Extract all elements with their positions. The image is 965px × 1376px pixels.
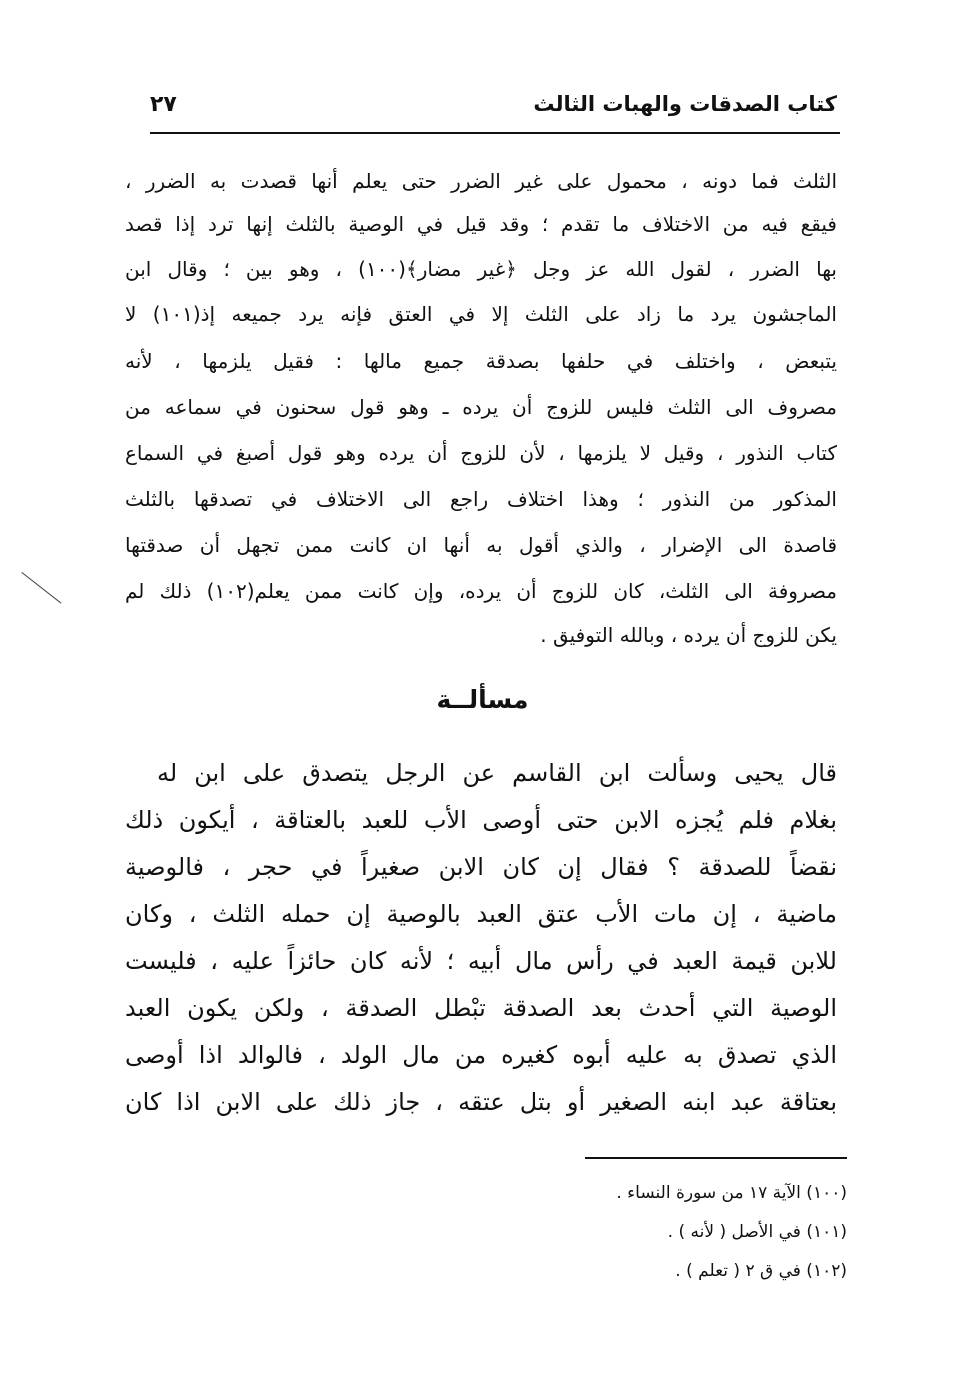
text-line: الثلث فما دونه ، محمول على غير الضرر حتى يعلم أنها قصدت به الضرر ،: [125, 169, 837, 193]
text-line: مصروفة الى الثلث، كان للزوج أن يرده، وإن كانت ممن يعلم(١٠٢) ذلك لم: [125, 579, 837, 603]
text-line: يكن للزوج أن يرده ، وبالله التوفيق .: [540, 623, 837, 647]
text-line: مصروف الى الثلث فليس للزوج أن يرده ـ وهو قول سحنون في سماعه من: [125, 395, 837, 419]
text-line: المذكور من النذور ؛ وهذا اختلاف راجع الى الاختلاف في تصدقها بالثلث: [125, 487, 837, 511]
text-line: بغلام فلم يُجزه الابن حتى أوصى الأب للعبد بالعتاقة ، أيكون ذلك: [125, 806, 837, 834]
text-line: ماضية ، إن مات الأب عتق العبد بالوصية إن حمله الثلث ، وكان: [125, 900, 837, 928]
text-line: الذي تصدق به عليه أبوه كغيره من مال الولد ، فالوالد اذا أوصى: [125, 1041, 837, 1069]
text-line: فيقع فيه من الاختلاف ما تقدم ؛ وقد قيل في الوصية بالثلث إنها ترد إذا قصد: [125, 212, 837, 236]
text-line: كتاب النذور ، وقيل لا يلزمها ، لأن للزوج أن يرده وهو قول أصبغ في السماع: [125, 441, 837, 465]
running-header-title: كتاب الصدقات والهبات الثالث: [533, 92, 837, 116]
text-line: قال يحيى وسألت ابن القاسم عن الرجل يتصدق على ابن له: [157, 759, 837, 787]
text-line: بها الضرر ، لقول الله عز وجل ﴿غير مضار﴾(١٠٠) ، وهو بين ؛ وقال ابن: [125, 257, 837, 281]
footnote-101: (١٠١) في الأصل ( لأنه ) .: [667, 1222, 847, 1242]
text-line: يتبعض ، واختلف في حلفها بصدقة جميع مالها : فقيل يلزمها ، لأنه: [125, 349, 837, 373]
text-line: الماجشون يرد ما زاد على الثلث إلا في العتق فإنه يرد جميعه إذ(١٠١) لا: [125, 302, 837, 326]
text-line: قاصدة الى الإضرار ، والذي أقول به أنها ان كانت ممن تجهل أن صدقتها: [125, 533, 837, 557]
page-number: ٢٧: [150, 92, 177, 117]
section-heading: مسألــة: [436, 685, 529, 714]
header-divider: [150, 132, 840, 134]
text-line: نقضاً للصدقة ؟ فقال إن كان الابن صغيراً في حجر ، فالوصية: [125, 853, 837, 881]
footnote-divider: [585, 1157, 847, 1159]
scan-margin-mark: [21, 572, 61, 604]
text-line: الوصية التي أحدث بعد الصدقة تبْطل الصدقة ، ولكن يكون العبد: [125, 994, 837, 1022]
footnote-100: (١٠٠) الآية ١٧ من سورة النساء .: [616, 1183, 847, 1203]
footnote-102: (١٠٢) في ق ٢ ( تعلم ) .: [675, 1261, 847, 1281]
text-line: بعتاقة عبد ابنه الصغير أو بتل عتقه ، جاز ذلك على الابن اذا كان: [125, 1088, 837, 1116]
text-line: للابن قيمة العبد في رأس مال أبيه ؛ لأنه كان حائزاً عليه ، فليست: [125, 947, 837, 975]
